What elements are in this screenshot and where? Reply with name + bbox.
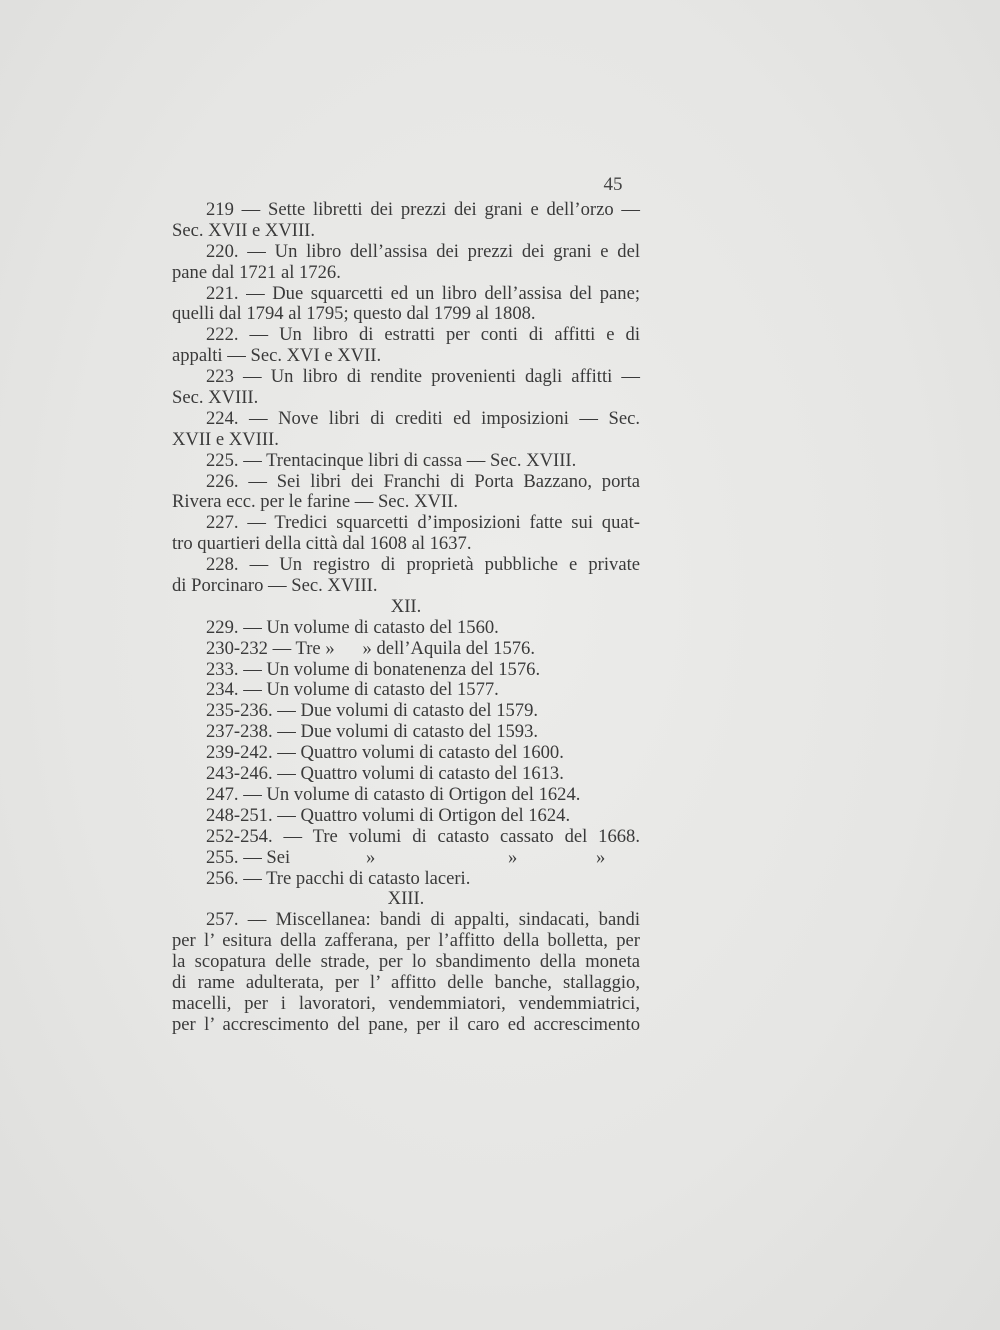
section-heading-xiii: XIII. — [387, 888, 425, 910]
ditto-mark-1: » — [366, 846, 376, 868]
entry-221-line-1: 221. — Due squarcetti ed un libro dell’assisa del pane; — [206, 282, 640, 304]
entry-221-line-2: quelli dal 1794 al 1795; questo dal 1799 al 1808. — [172, 303, 536, 325]
page-number: 45 — [603, 174, 623, 195]
entry-237-238: 237-238. — Due volumi di catasto del 1593. — [206, 721, 539, 743]
entry-257-line-1: 257. — Miscellanea: bandi di appalti, sindacati, bandi — [206, 909, 640, 931]
entry-248-251: 248-251. — Quattro volumi di Ortigon del 1624. — [206, 804, 571, 826]
entry-228-line-1: 228. — Un registro di proprietà pubbliche e private — [206, 554, 640, 576]
entry-255 — [172, 848, 640, 869]
entry-223-line-1: 223 — Un libro di rendite provenienti dagli affitti — — [206, 366, 640, 388]
entry-233: 233. — Un volume di bonatenenza del 1576. — [206, 658, 541, 680]
entry-257-line-2: per l’ esitura della zafferana, per l’affitto della bolletta, per — [172, 930, 640, 952]
ditto-mark-2: » — [508, 846, 518, 868]
entry-256: 256. — Tre pacchi di catasto laceri. — [206, 867, 471, 889]
entry-255-text: 255. — Sei — [206, 846, 291, 868]
entry-243-246: 243-246. — Quattro volumi di catasto del 1613. — [206, 763, 564, 785]
entry-257-line-4: di rame adulterata, per l’ affitto delle banche, stallaggio, — [172, 971, 640, 993]
entry-228-line-2: di Porcinaro — Sec. XVIII. — [172, 575, 378, 597]
entry-252-254: 252-254. — Tre volumi di catasto cassato del 1668. — [206, 825, 640, 847]
entry-226-line-1: 226. — Sei libri dei Franchi di Porta Bazzano, porta — [206, 470, 640, 492]
entry-219-line-2: Sec. XVII e XVIII. — [172, 219, 316, 241]
entry-220-line-1: 220. — Un libro dell’assisa dei prezzi dei grani e del — [206, 240, 640, 262]
entry-220-line-2: pane dal 1721 al 1726. — [172, 261, 341, 283]
entry-222-line-1: 222. — Un libro di estratti per conti di affitti e di — [206, 324, 640, 346]
entry-224-line-1: 224. — Nove libri di crediti ed imposizioni — Sec. — [206, 407, 640, 429]
entry-222-line-2: appalti — Sec. XVI e XVII. — [172, 345, 382, 367]
entry-239-242: 239-242. — Quattro volumi di catasto del 1600. — [206, 742, 564, 764]
entry-234: 234. — Un volume di catasto del 1577. — [206, 679, 499, 701]
entry-247: 247. — Un volume di catasto di Ortigon del 1624. — [206, 783, 581, 805]
entry-227-line-2: tro quartieri della città dal 1608 al 1637. — [172, 533, 472, 555]
entry-257-line-6: per l’ accrescimento del pane, per il caro ed accrescimento — [172, 1013, 640, 1035]
entry-257-line-5: macelli, per i lavoratori, vendemmiatori, vendemmiatrici, — [172, 992, 640, 1014]
body-text — [172, 200, 640, 1036]
entry-235-236: 235-236. — Due volumi di catasto del 1579. — [206, 700, 539, 722]
section-heading-xii: XII. — [390, 595, 422, 617]
entry-226-line-2: Rivera ecc. per le farine — Sec. XVII. — [172, 491, 458, 513]
entry-224-line-2: XVII e XVIII. — [172, 428, 279, 450]
entry-230-232: 230-232 — Tre » » dell’Aquila del 1576. — [206, 637, 535, 659]
entry-219-line-1: 219 — Sette libretti dei prezzi dei grani e dell’orzo — — [206, 199, 640, 220]
entry-223-line-2: Sec. XVIII. — [172, 387, 259, 409]
ditto-mark-3: » — [596, 846, 606, 868]
entry-227-line-1: 227. — Tredici squarcetti d’imposizioni fatte sui quat- — [206, 512, 640, 534]
entry-225: 225. — Trentacinque libri di cassa — Sec. XVIII. — [206, 449, 577, 471]
entry-229: 229. — Un volume di catasto del 1560. — [206, 616, 499, 638]
entry-257-line-3: la scopatura delle strade, per lo sbandimento della moneta — [172, 951, 640, 973]
